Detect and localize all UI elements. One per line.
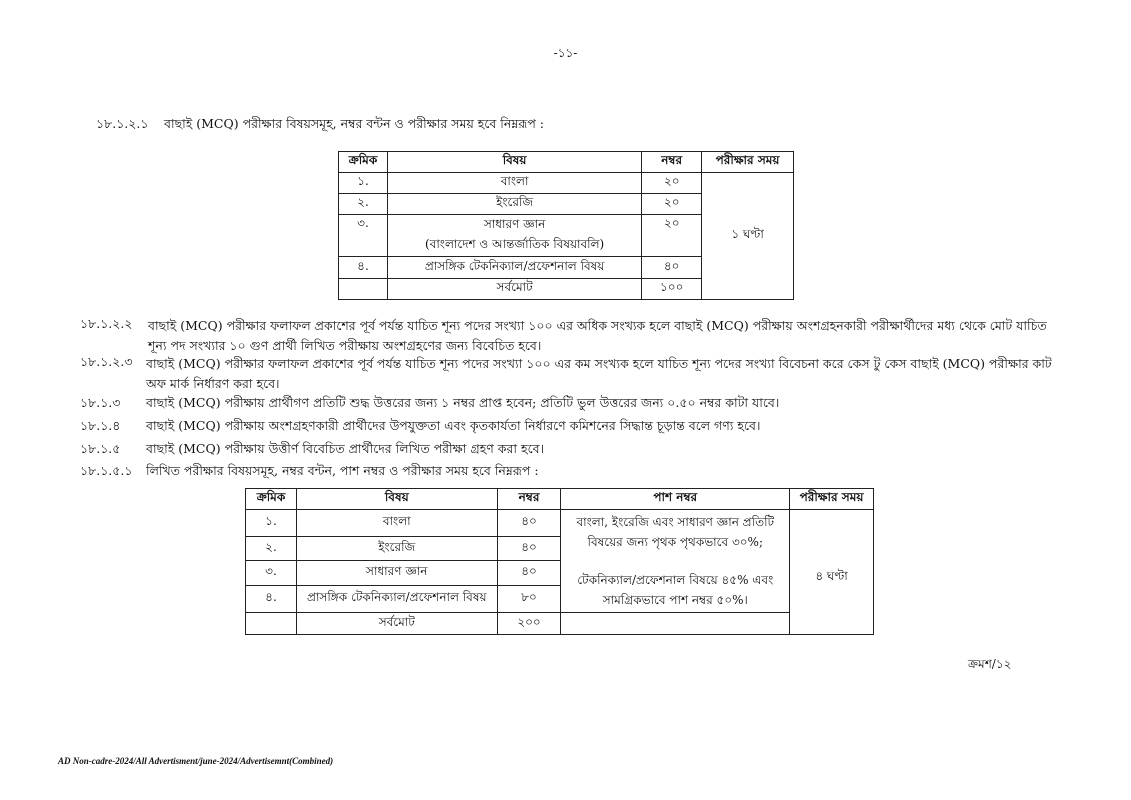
time-cell: ১ ঘণ্টা <box>702 173 794 300</box>
clause-18-1-3 <box>80 395 1070 413</box>
serial-cell: ৪. <box>246 586 297 613</box>
pass-marks-line-1: বাংলা, ইংরেজি এবং সাধারণ জ্ঞান প্রতিটি বিষয়ের জন্য পৃথক পৃথকভাবে ৩০%; <box>576 515 775 549</box>
table-row <box>246 510 874 537</box>
clause-number: ১৮.১.২.২ <box>80 316 133 331</box>
subject-cell: বাংলা <box>387 173 641 194</box>
empty-cell <box>246 613 297 635</box>
col-subject-header: বিষয় <box>387 152 641 173</box>
total-value: ১০০ <box>642 279 702 300</box>
marks-cell: ৪০ <box>497 510 561 537</box>
marks-cell: ৪০ <box>497 561 561 586</box>
table-row <box>339 173 794 194</box>
clause-18-1-5-1 <box>80 463 1070 481</box>
marks-cell: ৪০ <box>497 536 561 561</box>
clause-text: বাছাই (MCQ) পরীক্ষার বিষয়সমূহ, নম্বর বন্টন ও পরীক্ষার সময় হবে নিম্নরূপ : <box>164 116 545 131</box>
marks-cell: ৪০ <box>642 257 702 279</box>
col-subject-header: বিষয় <box>296 489 497 510</box>
marks-cell: ৮০ <box>497 586 561 613</box>
serial-cell: ৩. <box>246 561 297 586</box>
clause-18-1-2-1 <box>96 116 996 134</box>
clause-number: ১৮.১.৪ <box>80 418 121 433</box>
serial-cell: ১. <box>246 510 297 537</box>
clause-text: বাছাই (MCQ) পরীক্ষায় উত্তীর্ণ বিবেচিত প্রার্থীদের লিখিত পরীক্ষা গ্রহণ করা হবে। <box>146 441 545 456</box>
time-cell: ৪ ঘণ্টা <box>790 510 874 635</box>
col-serial-header: ক্রমিক <box>339 152 388 173</box>
continued-label: ক্রমশ/১২ <box>968 657 1012 671</box>
footer-note: AD Non-cadre-2024/All Advertisment/june-2024/Advertisemnt(Combined) <box>58 756 334 766</box>
total-row <box>246 613 874 635</box>
subject-cell: ইংরেজি <box>296 536 497 561</box>
marks-cell: ২০ <box>642 194 702 215</box>
subject-line-1: সাধারণ জ্ঞান <box>483 216 546 231</box>
mcq-table <box>338 151 794 300</box>
pass-marks-cell <box>561 510 790 613</box>
clause-number: ১৮.১.২.১ <box>96 116 149 131</box>
marks-cell: ২০ <box>642 215 702 257</box>
clause-text: লিখিত পরীক্ষার বিষয়সমূহ, নম্বর বন্টন, পাশ নম্বর ও পরীক্ষার সময় হবে নিম্নরূপ : <box>146 463 539 478</box>
serial-cell: ৩. <box>339 215 388 257</box>
col-serial-header: ক্রমিক <box>246 489 297 510</box>
clause-18-1-2-2 <box>80 316 1070 356</box>
subject-cell: প্রাসঙ্গিক টেকনিক্যাল/প্রফেশনাল বিষয় <box>296 586 497 613</box>
clause-text: বাছাই (MCQ) পরীক্ষায় অংশগ্রহণকারী প্রার্থীদের উপযুক্ততা এবং কৃতকার্যতা নির্ধারণে কমিশনের সিদ্ধান্ত চূড়ান্ত বলে গণ্য হবে। <box>146 418 761 433</box>
clause-text: বাছাই (MCQ) পরীক্ষার ফলাফল প্রকাশের পূর্ব পর্যন্ত যাচিত শূন্য পদের সংখ্যা ১০০ এর অধিক সংখ্যক হলে বাছাই (MCQ) পরীক্ষায় অংশগ্রহনকারী পরীক্ষার্থীদের মধ্য থেকে মোট যাচিত শূন্য পদ সংখ্যার ১০ গুণ প্রার্থী লিখিত পরীক্ষায় অংশগ্রহণের জন্য বিবেচিত হবে। <box>148 318 1047 353</box>
total-value: ২০০ <box>497 613 561 635</box>
clause-18-1-5 <box>80 441 1070 459</box>
clause-number: ১৮.১.২.৩ <box>80 354 133 369</box>
subject-cell: বাংলা <box>296 510 497 537</box>
marks-cell: ২০ <box>642 173 702 194</box>
subject-cell: সাধারণ জ্ঞান <box>296 561 497 586</box>
empty-cell <box>339 279 388 300</box>
written-table <box>245 488 874 635</box>
clause-18-1-2-3 <box>80 354 1070 394</box>
subject-cell: প্রাসঙ্গিক টেকনিক্যাল/প্রফেশনাল বিষয় <box>387 257 641 279</box>
page-number: -১১- <box>553 46 578 60</box>
clause-18-1-4 <box>80 418 1070 436</box>
col-time-header: পরীক্ষার সময় <box>702 152 794 173</box>
subject-cell <box>387 215 641 257</box>
clause-number: ১৮.১.৫ <box>80 441 121 456</box>
clause-text: বাছাই (MCQ) পরীক্ষার ফলাফল প্রকাশের পূর্ব পর্যন্ত যাচিত শূন্য পদের সংখ্যা ১০০ এর কম সংখ্যক হলে যাচিত শূন্য পদের সংখ্যা বিবেচনা করে কেস টু কেস বাছাই (MCQ) পরীক্ষার কাট অফ মার্ক নির্ধারণ করা হবে। <box>146 356 1052 391</box>
clause-text: বাছাই (MCQ) পরীক্ষায় প্রার্থীগণ প্রতিটি শুদ্ধ উত্তরের জন্য ১ নম্বর প্রাপ্ত হবেন; প্রতিটি ভুল উত্তরের জন্য ০.৫০ নম্বর কাটা যাবে। <box>146 395 780 410</box>
serial-cell: ২. <box>339 194 388 215</box>
subject-cell: ইংরেজি <box>387 194 641 215</box>
total-label: সর্বমোট <box>387 279 641 300</box>
clause-number: ১৮.১.৩ <box>80 395 121 410</box>
serial-cell: ১. <box>339 173 388 194</box>
pass-marks-line-2: টেকনিক্যাল/প্রফেশনাল বিষয়ে ৪৫% এবং সামগ্রিকভাবে পাশ নম্বর ৫০%। <box>577 573 774 607</box>
subject-line-2: (বাংলাদেশ ও আন্তর্জাতিক বিষয়াবলি) <box>424 236 605 251</box>
empty-cell <box>561 613 790 635</box>
clause-number: ১৮.১.৫.১ <box>80 463 133 478</box>
col-time-header: পরীক্ষার সময় <box>790 489 874 510</box>
serial-cell: ২. <box>246 536 297 561</box>
col-marks-header: নম্বর <box>642 152 702 173</box>
col-pass-header: পাশ নম্বর <box>561 489 790 510</box>
total-label: সর্বমোট <box>296 613 497 635</box>
serial-cell: ৪. <box>339 257 388 279</box>
col-marks-header: নম্বর <box>497 489 561 510</box>
